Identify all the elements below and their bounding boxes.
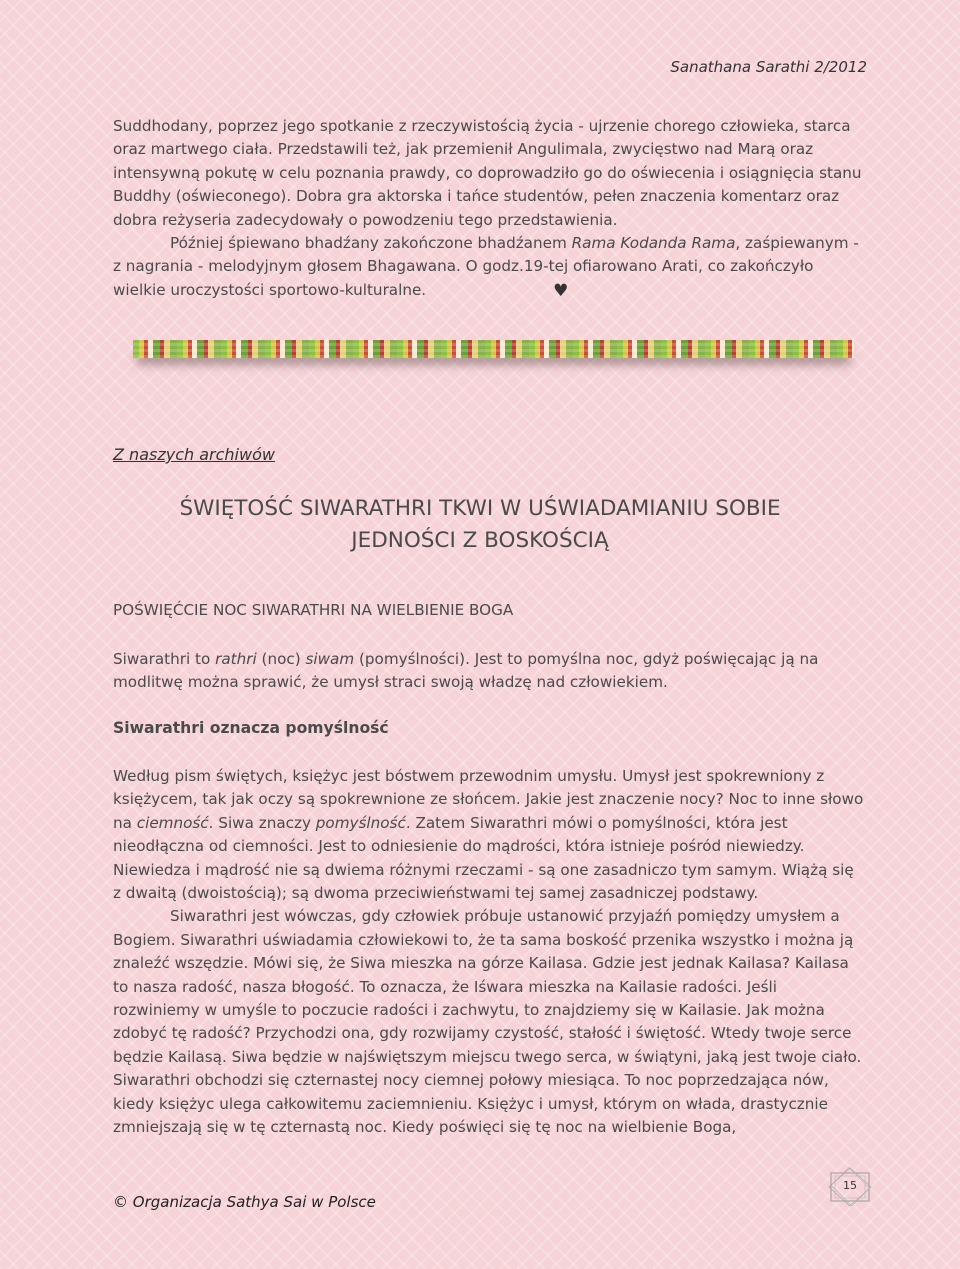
italic-term: ciemność xyxy=(136,813,209,832)
intro-text xyxy=(113,115,865,302)
intro-paragraph-2: Później śpiewano bhadźany zakończone bhadźanem Rama Kodanda Rama, zaśpiewanym - z nagrania - melodyjnym głosem Bhagawana. O godz.19-tej ofiarowano Arati, co zakończyło wielkie uroczystości sportowo-kulturalne. ♥ xyxy=(113,232,865,302)
page-number-badge xyxy=(827,1167,873,1207)
italic-term: Rama Kodanda Rama xyxy=(571,234,736,253)
article-subheading: POŚWIĘĆCIE NOC SIWARATHRI NA WIELBIENIE BOGA xyxy=(113,601,514,619)
heart-icon: ♥ xyxy=(553,280,569,301)
body-paragraph-1: Według pism świętych, księżyc jest bóstwem przewodnim umysłu. Umysł jest spokrewniony z księżycem, tak jak oczy są spokrewnione ze słońcem. Jakie jest znaczenie nocy? Noc to inne słowo na ciemność. Siwa znaczy pomyślność. Zatem Siwarathri mówi o pomyślności, która jest nieodłączna od ciemności. Jest to odniesienie do mądrości, która istnieje pośród niewiedzy. Niewiedza i mądrość nie są dwiema różnymi rzeczami - są one zasadniczo tym samym. Wiążą się z dwaitą (dwoistością); są dwoma przeciwieństwami tej samej zasadniczej podstawy. xyxy=(113,767,864,903)
article-title-line-2: JEDNOŚCI Z BOSKOŚCIĄ xyxy=(351,528,609,553)
intro-paragraph-1: Suddhodany, poprzez jego spotkanie z rzeczywistością życia - ujrzenie chorego człowieka, starca oraz martwego ciała. Przedstawili też, jak przemienił Angulimala, zwycięstwo nad Marą oraz intensywną pokutę w celu poznania prawdy, co doprowadziło go do oświecenia i osiągnięcia stanu Buddhy (oświeconego). Dobra gra aktorska i tańce studentów, pełen znaczenia komentarz oraz dobra reżyseria zadecydowały o powodzeniu tego przedstawienia. xyxy=(113,117,862,229)
italic-term: pomyślność xyxy=(315,813,406,832)
body-paragraph-2: Siwarathri jest wówczas, gdy człowiek próbuje ustanowić przyjaźń pomiędzy umysłem a Bogiem. Siwarathri uświadamia człowiekowi to, że ta sama boskość przenika wszystko i można ją znaleźć wszędzie. Mówi się, że Siwa mieszka na górze Kailasa. Gdzie jest jednak Kailasa? Kailasa to nasza radość, nasza błogość. To oznacza, że Iśwara mieszka na Kailasie radości. Jeśli rozwiniemy w umyśle to poczucie radości i zachwytu, to znajdziemy się w Kailasie. Jak można zdobyć tę radość? Przychodzi ona, gdy rozwijamy czystość, stałość i świętość. Wtedy twoje serce będzie Kailasą. Siwa będzie w najświętszym miejscu twego serca, w świątyni, jaką jest twoje ciało. Siwarathri obchodzi się czternastej nocy ciemnej połowy miesiąca. To noc poprzedzająca nów, kiedy księżyc ulega całkowitemu zaciemnieniu. Księżyc i umysł, którym on włada, drastycznie zmniejszają się w tę czternastą noc. Kiedy poświęci się tę noc na wielbienie Boga, xyxy=(113,907,862,1137)
article-title-line-1: ŚWIĘTOŚĆ SIWARATHRI TKWI W UŚWIADAMIANIU SOBIE xyxy=(179,496,781,521)
article-intro-paragraph: Siwarathri to rathri (noc) siwam (pomyślności). Jest to pomyślna noc, gdyż poświęcając ją na modlitwę można sprawić, że umysł straci swoją władzę nad człowiekiem. xyxy=(113,650,819,692)
italic-term: siwam xyxy=(305,650,355,668)
article-title xyxy=(0,493,960,557)
italic-term: rathri xyxy=(215,650,257,668)
article-body xyxy=(113,765,865,1140)
page-number: 15 xyxy=(843,1179,857,1192)
section-label: Z naszych archiwów xyxy=(113,445,275,464)
footer-copyright: © Organizacja Sathya Sai w Polsce xyxy=(113,1193,376,1211)
decorative-flower-divider xyxy=(133,340,854,358)
publication-header: Sanathana Sarathi 2/2012 xyxy=(670,58,867,76)
section-heading: Siwarathri oznacza pomyślność xyxy=(113,719,389,737)
